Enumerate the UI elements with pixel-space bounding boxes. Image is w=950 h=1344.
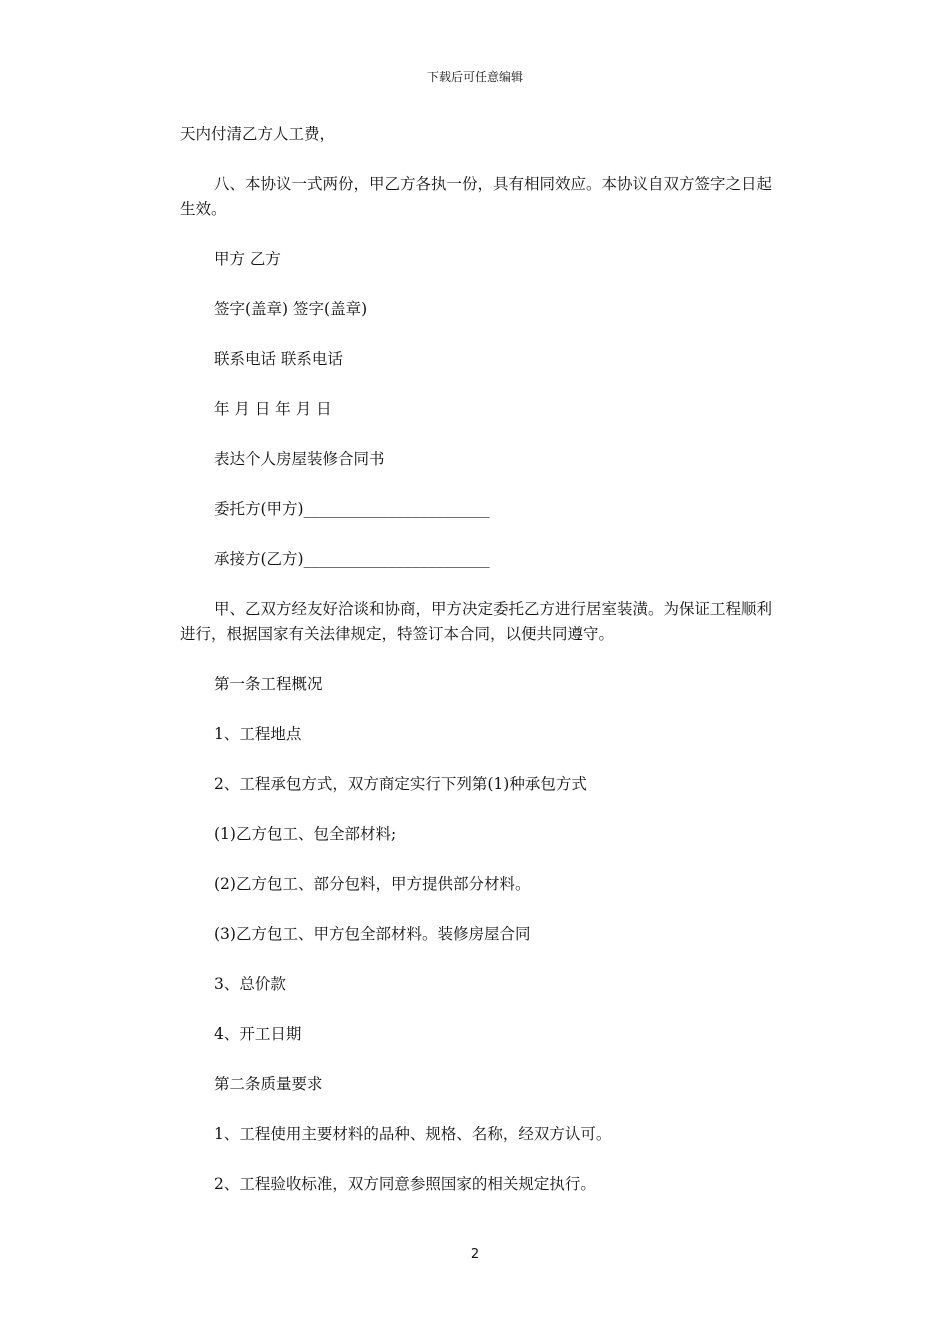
paragraph-4: 签字(盖章) 签字(盖章) (214, 300, 368, 318)
paragraph-14: (1)乙方包工、包全部材料; (214, 825, 397, 843)
paragraph-9: 承接方(乙方)________________________ (214, 550, 490, 568)
paragraph-16: (3)乙方包工、甲方包全部材料。装修房屋合同 (214, 925, 531, 943)
paragraph-13: 2、工程承包方式，双方商定实行下列第(1)种承包方式 (214, 775, 587, 793)
page-number: 2 (470, 1247, 480, 1262)
paragraph-2: 八、本协议一式两份，甲乙方各执一份，具有相同效应。本协议自双方签字之日起生效。 (180, 175, 773, 218)
paragraph-1: 天内付清乙方人工费， (180, 125, 336, 143)
paragraph-7: 表达个人房屋装修合同书 (214, 450, 385, 468)
document-body (180, 122, 772, 1197)
paragraph-17: 3、总价款 (214, 975, 286, 993)
paragraph-6: 年 月 日 年 月 日 (214, 400, 332, 418)
paragraph-19: 第二条质量要求 (214, 1075, 323, 1093)
paragraph-21: 2、工程验收标准，双方同意参照国家的相关规定执行。 (214, 1175, 596, 1193)
paragraph-20: 1、工程使用主要材料的品种、规格、名称，经双方认可。 (214, 1125, 612, 1143)
paragraph-12: 1、工程地点 (214, 725, 302, 743)
page-header: 下载后可任意编辑 (426, 70, 523, 84)
paragraph-5: 联系电话 联系电话 (214, 350, 343, 368)
paragraph-3: 甲方 乙方 (214, 250, 281, 268)
paragraph-8: 委托方(甲方)________________________ (214, 500, 490, 518)
paragraph-10: 甲、乙双方经友好洽谈和协商，甲方决定委托乙方进行居室装潢。为保证工程顺利进行，根据国家有关法律规定，特签订本合同，以便共同遵守。 (180, 600, 773, 643)
paragraph-15: (2)乙方包工、部分包料，甲方提供部分材料。 (214, 875, 531, 893)
paragraph-18: 4、开工日期 (214, 1025, 302, 1043)
paragraph-11: 第一条工程概况 (214, 675, 323, 693)
